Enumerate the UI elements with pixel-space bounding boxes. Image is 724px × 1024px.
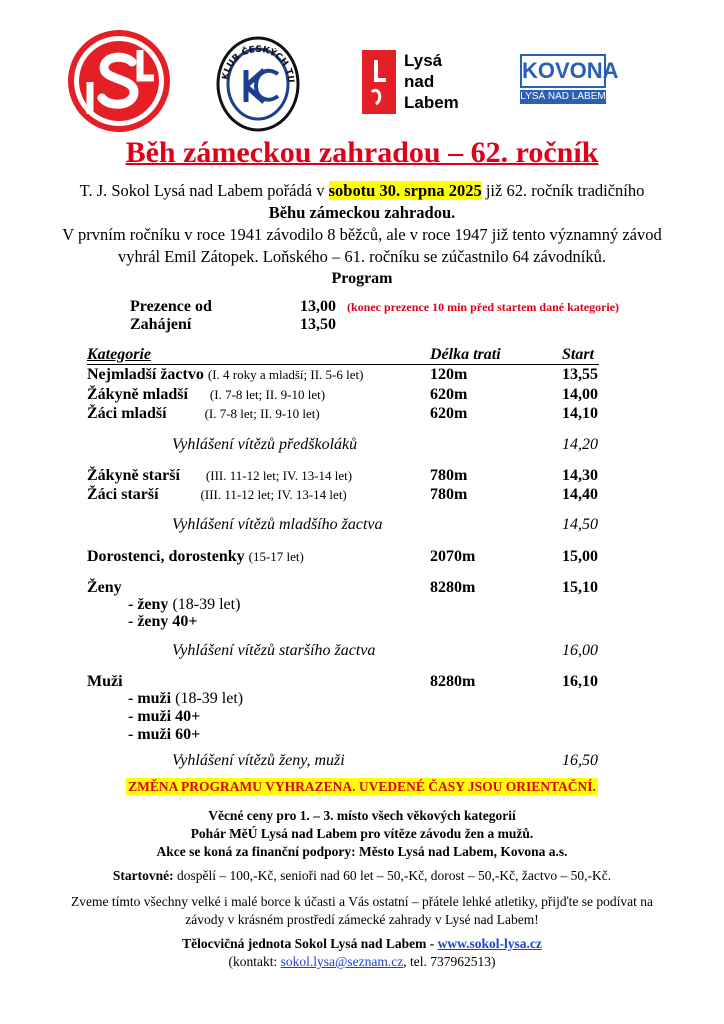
page-title: Běh zámeckou zahradou – 62. ročník bbox=[125, 136, 599, 169]
row-length: 620m bbox=[430, 386, 468, 403]
sub-category: - muži 60+ bbox=[128, 726, 201, 743]
ceremony-row: Vyhlášení vítězů staršího žactva bbox=[172, 642, 376, 659]
table-row: Žáci starší (III. 11-12 let; IV. 13-14 let) bbox=[87, 486, 347, 503]
table-row: Žáci mladší (I. 7-8 let; II. 9-10 let) bbox=[87, 405, 320, 422]
date-highlight: sobotu 30. srpna 2025 bbox=[328, 181, 482, 200]
row-start: 14,10 bbox=[562, 405, 598, 422]
row-start: 16,00 bbox=[562, 642, 598, 659]
lysa-line2: nad bbox=[404, 72, 435, 91]
table-row: Nejmladší žactvo (I. 4 roky a mladší; II. 5-6 let) bbox=[87, 366, 364, 383]
header-divider bbox=[87, 364, 599, 365]
row-start: 14,00 bbox=[562, 386, 598, 403]
fees: Startovné: dospělí – 100,-Kč, senioři nad 60 let – 50,-Kč, dorost – 50,-Kč, žactvo – 50,-Kč. bbox=[112, 868, 612, 883]
lysa-logo bbox=[362, 50, 472, 114]
table-row: Ženy bbox=[87, 579, 122, 596]
kovona-name: KOVONA bbox=[520, 54, 606, 88]
prezence-note: (konec prezence 10 min před startem dané kategorie) bbox=[347, 300, 620, 314]
prezence-time: 13,00 bbox=[300, 298, 336, 315]
intro-line3: V prvním ročníku v roce 1941 závodilo 8 běžců, ale v roce 1947 již tento významný závod bbox=[62, 225, 662, 244]
intro-line4: vyhrál Emil Zátopek. Loňského – 61. ročníku se zúčastnilo 64 závodníků. bbox=[117, 247, 606, 266]
row-length: 120m bbox=[430, 366, 468, 383]
zahajeni-label: Zahájení bbox=[130, 316, 192, 333]
ceremony-row: Vyhlášení vítězů předškoláků bbox=[172, 436, 358, 453]
col-delka: Délka trati bbox=[430, 346, 501, 363]
kct-ring-text: KLUB ČESKÝCH TU bbox=[220, 44, 296, 84]
prizes-line1: Věcné ceny pro 1. – 3. místo všech věkových kategorií bbox=[208, 808, 516, 823]
row-length: 8280m bbox=[430, 579, 476, 596]
row-start: 14,30 bbox=[562, 467, 598, 484]
sub-category: - muži (18-39 let) bbox=[128, 690, 244, 707]
zahajeni-time: 13,50 bbox=[300, 316, 336, 333]
row-length: 780m bbox=[430, 486, 468, 503]
table-row: Žákyně mladší (I. 7-8 let; II. 9-10 let) bbox=[87, 386, 326, 403]
sub-category: - ženy (18-39 let) bbox=[128, 596, 241, 613]
prizes-line2: Pohár MěÚ Lysá nad Labem pro vítěze závodu žen a mužů. bbox=[190, 826, 534, 841]
row-start: 15,10 bbox=[562, 579, 598, 596]
prezence-label: Prezence od bbox=[130, 298, 212, 315]
prizes-line3: Akce se koná za finanční podpory: Město Lysá nad Labem, Kovona a.s. bbox=[156, 844, 568, 859]
table-row: Muži bbox=[87, 673, 123, 690]
intro-line1: T. J. Sokol Lysá nad Labem pořádá v sobotu 30. srpna 2025 již 62. ročník tradičního bbox=[79, 181, 645, 200]
invite-line2: závody v krásném prostředí zámecké zahrady v Lysé nad Labem! bbox=[185, 912, 539, 927]
kct-logo bbox=[216, 30, 300, 132]
row-start: 16,50 bbox=[562, 752, 598, 769]
sub-category: - ženy 40+ bbox=[128, 613, 198, 630]
row-start: 14,50 bbox=[562, 516, 598, 533]
sub-category: - muži 40+ bbox=[128, 708, 201, 725]
kovona-sub: LYSÁ NAD LABEM bbox=[520, 91, 606, 102]
col-kategorie: Kategorie bbox=[87, 346, 151, 363]
table-row: Dorostenci, dorostenky (15-17 let) bbox=[87, 548, 304, 565]
warning-banner: ZMĚNA PROGRAMU VYHRAZENA. UVEDENÉ ČASY JSOU ORIENTAČNÍ. bbox=[128, 779, 596, 794]
program-heading: Program bbox=[331, 270, 393, 287]
row-start: 15,00 bbox=[562, 548, 598, 565]
footer-contact: (kontakt: sokol.lysa@seznam.cz, tel. 737962513) bbox=[228, 954, 496, 969]
lysa-line3: Labem bbox=[404, 93, 459, 112]
col-start: Start bbox=[562, 346, 595, 363]
row-start: 14,20 bbox=[562, 436, 598, 453]
row-length: 2070m bbox=[430, 548, 476, 565]
row-start: 16,10 bbox=[562, 673, 598, 690]
sokol-logo bbox=[66, 28, 172, 134]
email-link[interactable]: sokol.lysa@seznam.cz bbox=[280, 954, 404, 969]
footer-org: Tělocvičná jednota Sokol Lysá nad Labem - www.sokol-lysa.cz bbox=[182, 936, 542, 951]
row-length: 780m bbox=[430, 467, 468, 484]
row-length: 8280m bbox=[430, 673, 476, 690]
table-row: Žákyně starší (III. 11-12 let; IV. 13-14 let) bbox=[87, 467, 353, 484]
invite-line1: Zveme tímto všechny velké i malé borce k účasti a Vás ostatní – přátele lehké atletiky, přijďte se podívat na bbox=[71, 894, 653, 909]
kovona-logo bbox=[520, 54, 619, 114]
ceremony-row: Vyhlášení vítězů mladšího žactva bbox=[172, 516, 383, 533]
lysa-line1: Lysá bbox=[404, 51, 443, 70]
row-length: 620m bbox=[430, 405, 468, 422]
row-start: 13,55 bbox=[562, 366, 598, 383]
website-link[interactable]: www.sokol-lysa.cz bbox=[437, 936, 542, 951]
row-start: 14,40 bbox=[562, 486, 598, 503]
ceremony-row: Vyhlášení vítězů ženy, muži bbox=[172, 752, 345, 769]
intro-line2: Běhu zámeckou zahradou. bbox=[268, 203, 456, 222]
